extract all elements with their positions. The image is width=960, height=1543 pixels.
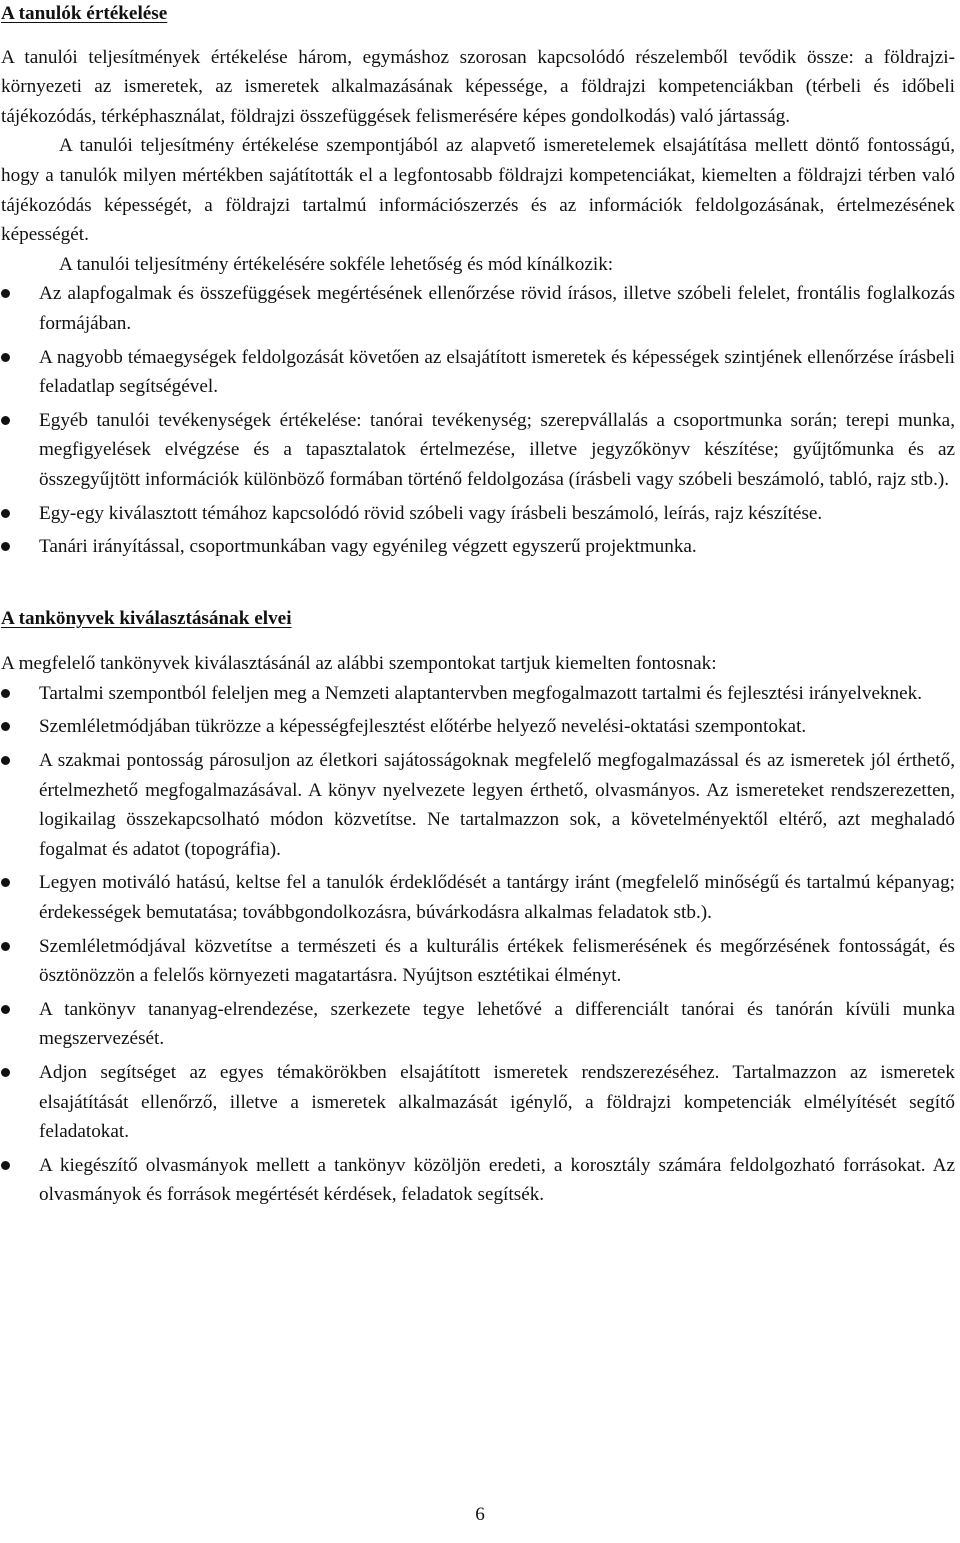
list-item-text: Tanári irányítással, csoportmunkában vagy egyénileg végzett egyszerű projektmunka. — [39, 536, 697, 558]
list-item — [1, 343, 955, 402]
list-item — [1, 406, 955, 495]
list-item-text: Adjon segítséget az egyes témakörökben elsajátított ismeretek rendszerezéséhez. Tartalmazzon az ismeretek elsajátítását ellenőrző, illetve a ismeretek alkalmazását igénylő, a földrajzi kompetenciák elmélyítését segítő feladatokat. — [39, 1062, 955, 1143]
list-item-text: A kiegészítő olvasmányok mellett a tankönyv közöljön eredeti, a korosztály számára feldolgozható forrásokat. Az olvasmányok és források megértését kérdések, feladatok segítsék. — [39, 1154, 955, 1206]
list-item — [1, 532, 955, 562]
list-item — [1, 279, 955, 338]
list-item — [1, 1151, 955, 1210]
list-item — [1, 932, 955, 991]
bullet-icon — [1, 1005, 10, 1014]
bullet-icon — [1, 756, 10, 765]
bullet-icon — [1, 542, 10, 551]
list-item-text: Egy-egy kiválasztott témához kapcsolódó rövid szóbeli vagy írásbeli beszámoló, leírás, rajz készítése. — [39, 502, 823, 524]
list-item — [1, 995, 955, 1054]
page-number: 6 — [475, 1504, 485, 1525]
list-item — [1, 499, 955, 529]
bullet-icon — [1, 878, 10, 887]
list-item — [1, 746, 955, 864]
bullet-icon — [1, 289, 10, 298]
list-item-text: Egyéb tanulói tevékenységek értékelése: tanórai tevékenység; szerepvállalás a csoportmunka során; terepi munka, megfigyelések elvégzése és a tapasztalatok értelmezése, illetve jegyzőkönyv készítése; gyűjtőmunka és az összegyűjtött információk különböző formában történő feldolgozása (írásbeli vagy szóbeli beszámoló, tabló, rajz stb.). — [39, 409, 955, 490]
section-heading-assessment — [1, 0, 955, 29]
paragraph: A tanulói teljesítmények értékelése három, egymáshoz szorosan kapcsolódó részelemből tevődik össze: a földrajzi-környezeti az ismeretek, az ismeretek alkalmazásának képessége, a földrajzi kompetenciákban (térbeli és időbeli tájékozódás, térképhasználat, földrajzi összefüggések felismerésére képes gondolkodás) való jártasság. — [1, 46, 955, 127]
bullet-icon — [1, 416, 10, 425]
page-content — [1, 0, 955, 1210]
section-heading-text: A tankönyvek kiválasztásának elvei — [1, 607, 292, 629]
section-heading-text: A tanulók értékelése — [1, 3, 168, 24]
bullet-icon — [1, 722, 10, 731]
assessment-bullet-list — [1, 279, 955, 561]
list-item-text: Legyen motiváló hatású, keltse fel a tanulók érdeklődését a tantárgy iránt (megfelelő minőségű és tartalmú képanyag; érdekességek bemutatása; továbbgondolkozásra, búvárkodásra alkalmas feladatok stb.). — [39, 872, 955, 924]
list-item-text: A tankönyv tananyag-elrendezése, szerkezete tegye lehetővé a differenciált tanórai és tanórán kívüli munka megszervezését. — [39, 998, 955, 1050]
section-heading-textbooks — [1, 604, 955, 634]
paragraph: A tanulói teljesítmény értékelése szempontjából az alapvető ismeretelemek elsajátítása mellett döntő fontosságú, hogy a tanulók milyen mértékben sajátították el a legfontosabb földrajzi kompetenciákat, kiemelten a földrajzi térben való tájékozódás képességét, a földrajzi tartalmú információszerzés és az információk feldolgozásának, értelmezésének képességét. — [1, 135, 955, 246]
bullet-icon — [1, 1161, 10, 1170]
textbook-bullet-list — [1, 679, 955, 1210]
list-item-text: Tartalmi szempontból feleljen meg a Nemzeti alaptantervben megfogalmazott tartalmi és fejlesztési irányelveknek. — [39, 682, 923, 704]
paragraph: A megfelelő tankönyvek kiválasztásánál az alábbi szempontokat tartjuk kiemelten fontosnak: — [1, 653, 717, 675]
list-item-text: Az alapfogalmak és összefüggések megértésének ellenőrzése rövid írásos, illetve szóbeli felelet, frontális foglalkozás formájában. — [39, 283, 955, 334]
bullet-icon — [1, 1068, 10, 1077]
bullet-icon — [1, 353, 10, 362]
bullet-icon — [1, 689, 10, 698]
list-item-text: Szemléletmódjában tükrözze a képességfejlesztést előtérbe helyező nevelési-oktatási szempontokat. — [39, 716, 807, 738]
list-item-text: A szakmai pontosság párosuljon az életkori sajátosságoknak megfelelő megfogalmazással és az ismeretek jól érthető, értelmezhető megfogalmazásával. A könyv nyelvezete legyen érthető, olvasmányos. Az ismereteket rendszerezetten, logikailag összekapcsolható módon közvetítse. Ne tartalmazzon sok, a követelményektől eltérő, azt meghaladó fogalmat és adatot (topográfia). — [39, 750, 955, 860]
bullet-icon — [1, 942, 10, 951]
list-item — [1, 712, 955, 742]
list-item — [1, 868, 955, 927]
list-item-text: Szemléletmódjával közvetítse a természeti és a kulturális értékek felismerésének és megőrzésének fontosságát, és ösztönözzön a felelős környezeti magatartásra. Nyújtson esztétikai élményt. — [39, 935, 955, 987]
bullet-icon — [1, 509, 10, 518]
list-item — [1, 1058, 955, 1147]
list-item-text: A nagyobb témaegységek feldolgozását követően az elsajátított ismeretek és képességek szintjének ellenőrzése írásbeli feladatlap segítségével. — [39, 346, 955, 398]
paragraph: A tanulói teljesítmény értékelésére sokféle lehetőség és mód kínálkozik: — [59, 253, 614, 275]
list-item — [1, 679, 955, 709]
